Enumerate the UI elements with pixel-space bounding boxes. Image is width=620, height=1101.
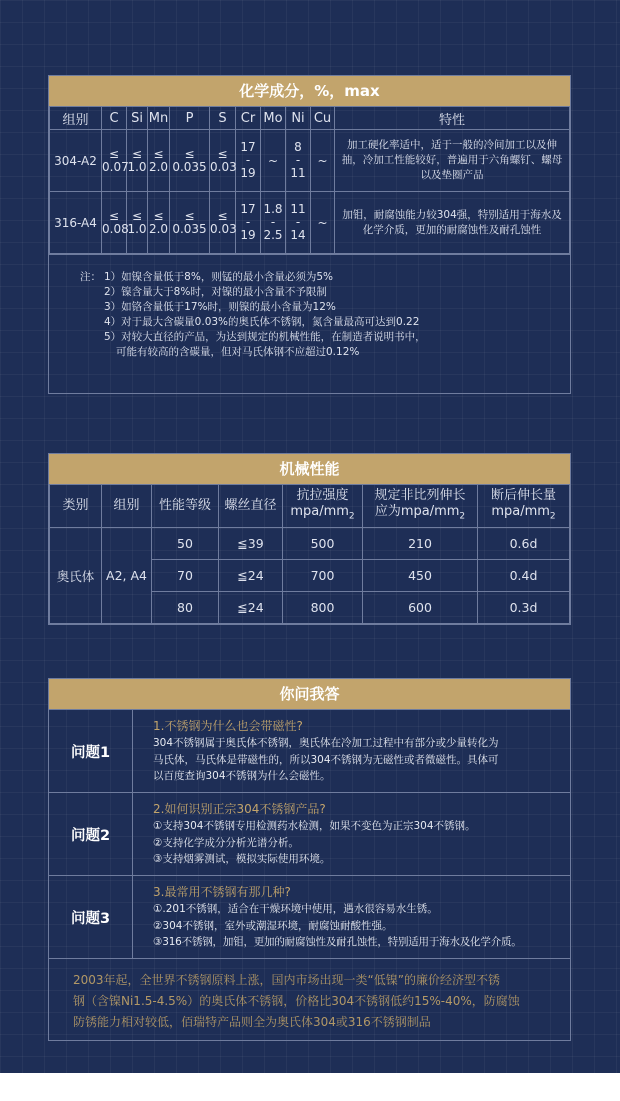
cu-cell: ~ [311, 192, 335, 254]
col-header: 组别 [102, 485, 152, 528]
col-header: Ni [286, 107, 311, 130]
footer-line: 防锈能力相对较低，佰瑞特产品则全为奥氏体304或316不锈钢制品 [73, 1015, 431, 1029]
col-header: P [170, 107, 210, 130]
note-line: 可能有较高的含碳量，但对马氏体钢不应超过0.12% [116, 346, 360, 358]
col-header: 性能等级 [152, 485, 219, 528]
grade-cell: 70 [152, 560, 219, 592]
question-title: 1.不锈钢为什么也会带磁性? [153, 719, 303, 733]
mech-table [49, 484, 570, 624]
feature-cell: 加工硬化率适中，适于一般的冷间加工以及伸抽，冷加工性能较好，普遍用于六角螺钉、螺母以及垫圈产品 [335, 130, 570, 192]
answer-line: ②支持化学成分分析光谱分析。 [153, 836, 299, 849]
note-line: 1）如镍含量低于8%，则锰的最小含量必须为5% [104, 271, 333, 283]
elongation-cell: 0.3d [478, 592, 570, 624]
mo-cell: 1.8 - 2.5 [261, 192, 286, 254]
answer-line: ①支持304不锈钢专用检测药水检测，如果不变色为正宗304不锈钢。 [153, 820, 476, 832]
mechanical-properties-panel [48, 453, 571, 625]
qa-title: 你问我答 [49, 679, 570, 709]
c-cell: ≤ 0.07 [102, 130, 127, 192]
col-header: 断后伸长量 mpa/$mm_2$ [478, 485, 570, 528]
si-cell: ≤ 1.0 [127, 130, 148, 192]
qa-item [49, 709, 570, 792]
footer-line: 钢（含镍Ni1.5-4.5%）的奥氏体不锈钢，价格比304不锈钢低约15%-40%，防腐蚀 [73, 994, 520, 1008]
notes-lead: 注： [80, 271, 101, 283]
col-header: 类别 [50, 485, 102, 528]
mo-cell: ~ [261, 130, 286, 192]
grade-cell: 80 [152, 592, 219, 624]
note-line: 5）对较大直径的产品，为达到规定的机械性能，在制造者说明书中， [104, 331, 426, 343]
col-header: Mo [261, 107, 286, 130]
question-label: 问题2 [49, 793, 133, 875]
answer-block [133, 876, 570, 958]
question-title: 3.最常用不锈钢有那几种? [153, 885, 291, 899]
table-row [50, 192, 570, 254]
mn-cell: ≤ 2.0 [148, 130, 170, 192]
table-row [50, 130, 570, 192]
chemical-composition-panel [48, 75, 571, 394]
col-header: Cu [311, 107, 335, 130]
p-cell: ≤ 0.035 [170, 130, 210, 192]
tensile-cell: 800 [283, 592, 363, 624]
note-line: 3）如铬含量低于17%时，则镍的最小含量为12% [104, 301, 336, 313]
table-row [50, 528, 570, 560]
answer-line: 304不锈钢属于奥氏体不锈钢，奥氏体在冷加工过程中有部分或少量转化为 [153, 737, 499, 749]
s-cell: ≤ 0.03 [210, 130, 236, 192]
note-line: 2）镍含量大于8%时，对镍的最小含量不予限制 [104, 286, 327, 298]
answer-line: ①.201不锈钢，适合在干燥环境中使用，遇水很容易水生锈。 [153, 903, 438, 915]
col-header: Mn [148, 107, 170, 130]
elongation-cell: 0.6d [478, 528, 570, 560]
yield-cell: 600 [363, 592, 478, 624]
question-label: 问题1 [49, 710, 133, 792]
answer-line: ③316不锈钢，加钼，更加的耐腐蚀性及耐孔蚀性，特别适用于海水及化学介质。 [153, 936, 522, 948]
tensile-cell: 700 [283, 560, 363, 592]
footer-note [49, 958, 570, 1043]
col-header: 抗拉强度 mpa/$mm_2$ [283, 485, 363, 528]
cr-cell: 17 - 19 [236, 192, 261, 254]
col-header: 螺丝直径 [219, 485, 283, 528]
bottom-bar [0, 1073, 620, 1101]
cr-cell: 17 - 19 [236, 130, 261, 192]
question-title: 2.如何识别正宗304不锈钢产品? [153, 802, 326, 816]
diameter-cell: ≦24 [219, 560, 283, 592]
mn-cell: ≤ 2.0 [148, 192, 170, 254]
chem-title: 化学成分，%，max [49, 76, 570, 106]
answer-line: ③支持烟雾测试，模拟实际使用环境。 [153, 853, 331, 865]
ni-cell: 8 - 11 [286, 130, 311, 192]
answer-line: 以百度查询304不锈钢为什么会磁性。 [153, 770, 331, 782]
question-label: 问题3 [49, 876, 133, 958]
qa-item [49, 792, 570, 875]
mech-title: 机械性能 [49, 454, 570, 484]
c-cell: ≤ 0.08 [102, 192, 127, 254]
group-cell: A2, A4 [102, 528, 152, 624]
feature-cell: 加钼，耐腐蚀能力较304强，特别适用于海水及化学介质，更加的耐腐蚀性及耐孔蚀性 [335, 192, 570, 254]
col-header: 组别 [50, 107, 102, 130]
tensile-cell: 500 [283, 528, 363, 560]
si-cell: ≤ 1.0 [127, 192, 148, 254]
answer-block [133, 793, 570, 875]
ni-cell: 11 - 14 [286, 192, 311, 254]
answer-line: 马氏体，马氏体是带磁性的，所以304不锈钢为无磁性或者微磁性。具体可 [153, 753, 499, 766]
note-line: 4）对于最大含碳量0.03%的奥氏体不锈钢，氮含量最高可达到0.22 [104, 316, 420, 328]
yield-cell: 210 [363, 528, 478, 560]
answer-block [133, 710, 570, 792]
yield-cell: 450 [363, 560, 478, 592]
notes-block [49, 254, 570, 374]
grade-cell: 316-A4 [50, 192, 102, 254]
grade-cell: 304-A2 [50, 130, 102, 192]
category-cell: 奥氏体 [50, 528, 102, 624]
chem-table [49, 106, 570, 254]
diameter-cell: ≦24 [219, 592, 283, 624]
answer-line: ②304不锈钢，室外或潮湿环境，耐腐蚀耐酸性强。 [153, 919, 393, 932]
s-cell: ≤ 0.03 [210, 192, 236, 254]
col-header: Cr [236, 107, 261, 130]
cu-cell: ~ [311, 130, 335, 192]
col-header: Si [127, 107, 148, 130]
elongation-cell: 0.4d [478, 560, 570, 592]
diameter-cell: ≦39 [219, 528, 283, 560]
col-header: C [102, 107, 127, 130]
qa-panel [48, 678, 571, 1041]
footer-line: 2003年起，全世界不锈钢原料上涨，国内市场出现一类“低镍”的廉价经济型不锈 [73, 973, 500, 987]
p-cell: ≤ 0.035 [170, 192, 210, 254]
col-header: S [210, 107, 236, 130]
col-header: 特性 [335, 107, 570, 130]
grade-cell: 50 [152, 528, 219, 560]
qa-item [49, 875, 570, 958]
col-header: 规定非比列伸长 应为mpa/$mm_2$ [363, 485, 478, 528]
